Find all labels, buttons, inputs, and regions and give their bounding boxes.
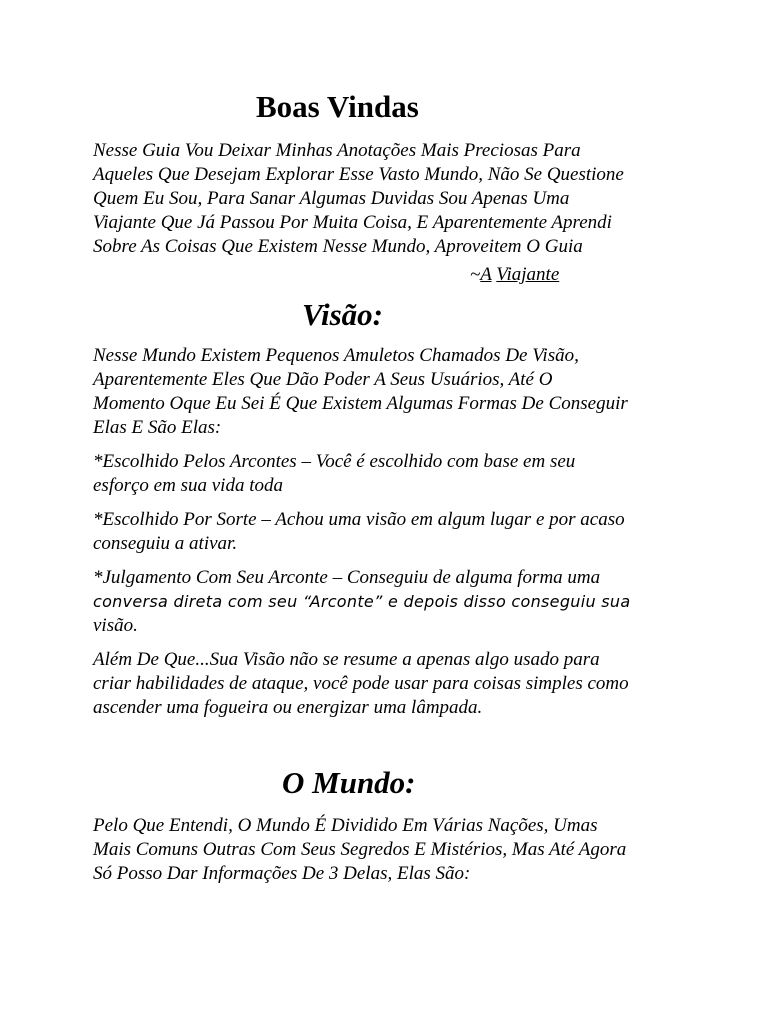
signature-tilde: ~ — [470, 264, 481, 285]
visao-item-sorte — [93, 508, 693, 556]
mundo-line: Pelo Que Entendi, O Mundo É Dividido Em Várias Nações, Umas — [93, 815, 598, 836]
signature — [470, 263, 559, 287]
visao-item-line: *Escolhido Pelos Arcontes – Você é escolhido com base em seu — [93, 451, 576, 472]
welcome-line: Aqueles Que Desejam Explorar Esse Vasto Mundo, Não Se Questione — [93, 164, 624, 185]
visao-extra-line: Além De Que...Sua Visão não se resume a apenas algo usado para — [93, 649, 600, 670]
welcome-line: Nesse Guia Vou Deixar Minhas Anotações Mais Preciosas Para — [93, 140, 581, 161]
visao-item-julgamento — [93, 566, 693, 638]
visao-item-line: visão. — [93, 615, 138, 636]
visao-item-arcontes — [93, 450, 693, 498]
visao-intro-line: Momento Oque Eu Sei É Que Existem Algumas Formas De Conseguir — [93, 393, 628, 414]
visao-item-line: *Escolhido Por Sorte – Achou uma visão em algum lugar e por acaso — [93, 509, 625, 530]
mundo-line: Só Posso Dar Informações De 3 Delas, Elas São: — [93, 863, 471, 884]
welcome-title: Boas Vindas — [256, 89, 419, 124]
visao-extra-line: ascender uma fogueira ou energizar uma lâmpada. — [93, 697, 483, 718]
visao-title: Visão: — [302, 297, 383, 332]
signature-article: A — [480, 264, 492, 285]
welcome-line: Viajante Que Já Passou Por Muita Coisa, E Aparentemente Aprendi — [93, 212, 612, 233]
welcome-line: Sobre As Coisas Que Existem Nesse Mundo, Aproveitem O Guia — [93, 236, 583, 257]
welcome-line: Quem Eu Sou, Para Sanar Algumas Duvidas Sou Apenas Uma — [93, 188, 570, 209]
visao-intro-line: Elas E São Elas: — [93, 417, 222, 438]
mundo-title: O Mundo: — [282, 765, 416, 800]
visao-extra-line: criar habilidades de ataque, você pode usar para coisas simples como — [93, 673, 629, 694]
visao-intro — [93, 344, 693, 440]
visao-extra — [93, 648, 693, 720]
visao-intro-line: Nesse Mundo Existem Pequenos Amuletos Chamados De Visão, — [93, 345, 579, 366]
visao-item-line: *Julgamento Com Seu Arconte – Conseguiu de alguma forma uma — [93, 567, 601, 588]
visao-item-line: conversa direta com seu “Arconte” e depois disso conseguiu sua — [93, 592, 631, 611]
visao-item-line: conseguiu a ativar. — [93, 533, 238, 554]
mundo-paragraph — [93, 814, 693, 886]
signature-name: Viajante — [496, 264, 560, 285]
visao-item-line: esforço em sua vida toda — [93, 475, 283, 496]
visao-intro-line: Aparentemente Eles Que Dão Poder A Seus Usuários, Até O — [93, 369, 553, 390]
welcome-paragraph — [93, 139, 693, 259]
mundo-line: Mais Comuns Outras Com Seus Segredos E Mistérios, Mas Até Agora — [93, 839, 627, 860]
